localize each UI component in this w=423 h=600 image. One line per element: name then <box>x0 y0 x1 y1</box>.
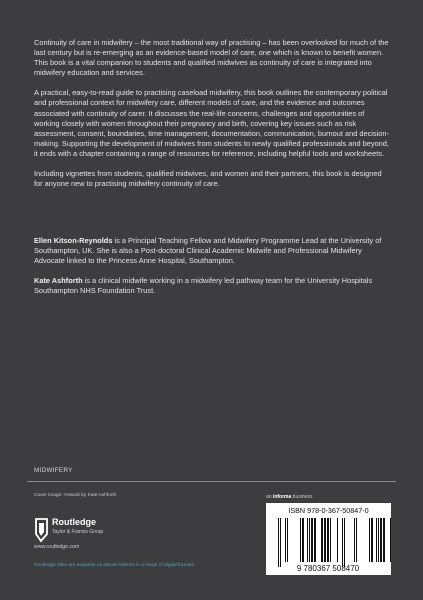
barcode-bar <box>285 518 286 562</box>
barcode-bar <box>324 518 326 562</box>
barcode-bar <box>354 518 355 562</box>
barcode-bar <box>371 518 373 562</box>
barcode-bar <box>307 518 308 562</box>
barcode-bar <box>378 518 379 562</box>
blurb-paragraph: Including vignettes from students, qualified midwives, and women and their partners, this book is designed for anyone new to practising midwifery continuity of care. <box>34 169 382 189</box>
author-name: Ellen Kitson-Reynolds <box>34 236 113 245</box>
author-bio-text: is a clinical midwife working in a midwifery led pathway team for the University Hospitals Southampton NHS Foundation Trust. <box>34 276 373 296</box>
subject-category: MIDWIFERY <box>34 467 73 474</box>
barcode-bar <box>278 518 279 567</box>
author-bio-text: is a Principal Teaching Fellow and Midwifery Programme Lead at the University of Southampton, UK. She is also a Post-doctoral Clinical Academic Midwife and Professional Midwifery Advocate linked to the Princess Anne Hospital, Southampton. <box>34 236 382 266</box>
author-name: Kate Ashforth <box>34 276 83 286</box>
barcode-bar <box>337 518 338 562</box>
barcode-bar <box>376 518 377 562</box>
author-bio <box>34 236 390 266</box>
barcode-bar <box>342 518 343 567</box>
barcode-bar <box>383 518 385 562</box>
barcode-bar <box>311 518 313 562</box>
isbn-barcode-panel <box>266 503 391 575</box>
barcode-bar <box>300 518 301 562</box>
barcode-bar <box>302 518 304 562</box>
barcode-bar <box>356 518 357 562</box>
barcode-bar <box>280 518 281 567</box>
isbn-label: ISBN 978-0-367-50847-0 <box>288 506 369 515</box>
divider-line <box>27 481 396 482</box>
ebook-availability-note: Routledge titles are available as eBook editions in a range of digital formats <box>34 563 194 568</box>
barcode-bar <box>309 518 310 562</box>
barcode-bar <box>327 518 329 562</box>
barcode-bar <box>314 518 316 562</box>
publisher-name: Routledge <box>52 517 96 527</box>
barcode-bar <box>344 518 345 567</box>
author-bios <box>34 236 390 306</box>
cover-image-credit: Cover image: Artwork by Kate Ashforth <box>34 493 117 498</box>
barcode-bar <box>321 518 323 562</box>
informa-business-note: an informa business <box>266 494 313 500</box>
blurb-paragraph: A practical, easy-to-read guide to practising caseload midwifery, this book outlines the contemporary political and professional context for midwifery care, different models of care, and the evidence and outcomes associated with continuity of carer. It discusses the real-life concerns, challenges and opportunities of working closely with women throughout their pregnancy and birth, covering key issues such as risk assessment, consent, boundaries, time management, documentation, communication, burnout and decision-making. Supporting the development of midwives from students to newly qualified professionals and beyond, it ends with a chapter containing a range of resources for reference, including helpful tools and worksheets. <box>34 88 389 158</box>
barcode-bar <box>380 518 382 562</box>
author-bio <box>34 276 390 296</box>
barcode-bar <box>330 518 331 562</box>
barcode-digits: 9 780367 508470 <box>296 564 360 573</box>
publisher-url[interactable]: www.routledge.com <box>34 544 80 550</box>
barcode-bar <box>369 518 370 562</box>
back-cover-blurb <box>34 38 390 199</box>
publisher-group: Taylor & Francis Group <box>52 529 104 535</box>
barcode-bar <box>390 518 391 562</box>
blurb-paragraph: Continuity of care in midwifery – the most traditional way of practising – has been overlooked for much of the last century but is re-emerging as an evidence-based model of care, one which is known to benefit women. This book is a vital companion to students and qualified midwives as continuity of care is integrated into midwifery education and services. <box>34 38 389 78</box>
barcode-bar <box>287 518 288 562</box>
